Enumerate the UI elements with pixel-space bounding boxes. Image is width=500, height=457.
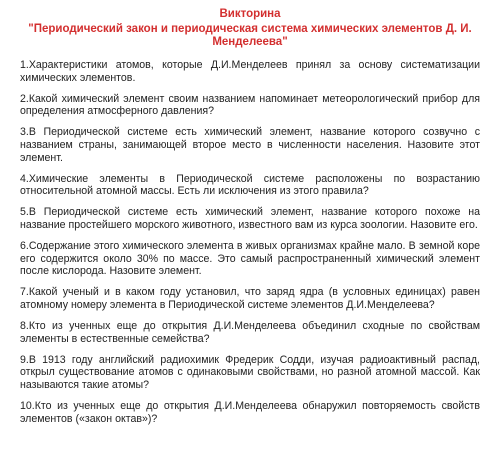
question-1: 1.Характеристики атомов, которые Д.И.Менделеев принял за основу систематизации химических элементов. [20, 59, 480, 84]
question-3: 3.В Периодической системе есть химический элемент, название которого созвучно с названием страны, занимающей второе место в численности населения. Назовите этот элемент. [20, 126, 480, 164]
question-6: 6.Содержание этого химического элемента в живых организмах крайне мало. В земной коре его содержится около 30% по массе. Это самый распространенный химический элемент после кислорода. Назовите элемент. [20, 240, 480, 278]
question-7: 7.Какой ученый и в каком году установил, что заряд ядра (в условных единицах) равен атомному номеру элемента в Периодической системе элементов Д.И.Менделеева? [20, 286, 480, 311]
quiz-subtitle: "Периодический закон и периодическая система химических элементов Д. И. Менделеева" [28, 23, 472, 48]
quiz-title: Викторина [219, 8, 281, 20]
question-10: 10.Кто из ученных еще до открытия Д.И.Менделеева обнаружил повторяемость свойств элементов («закон октав»)? [20, 399, 480, 425]
question-9: 9.В 1913 году английский радиохимик Фредерик Содди, изучая радиоактивный распад, открыл существование атомов с одинаковыми свойствами, но разной атомной массой. Как называются такие атомы? [20, 353, 480, 391]
question-8: 8.Кто из ученных еще до открытия Д.И.Менделеева объединил сходные по свойствам элементы в естественные семейства? [20, 320, 480, 345]
question-5: 5.В Периодической системе есть химический элемент, название которого похоже на название простейшего морского животного, известного вам из курса зоологии. Назовите его. [20, 206, 480, 231]
quiz-document [20, 8, 480, 434]
question-4: 4.Химические элементы в Периодической системе расположены по возрастанию относительной атомной массы. Есть ли исключения из этого правила? [20, 172, 480, 198]
question-2: 2.Какой химический элемент своим названием напоминает метеорологический прибор для определения атмосферного давления? [20, 92, 480, 118]
